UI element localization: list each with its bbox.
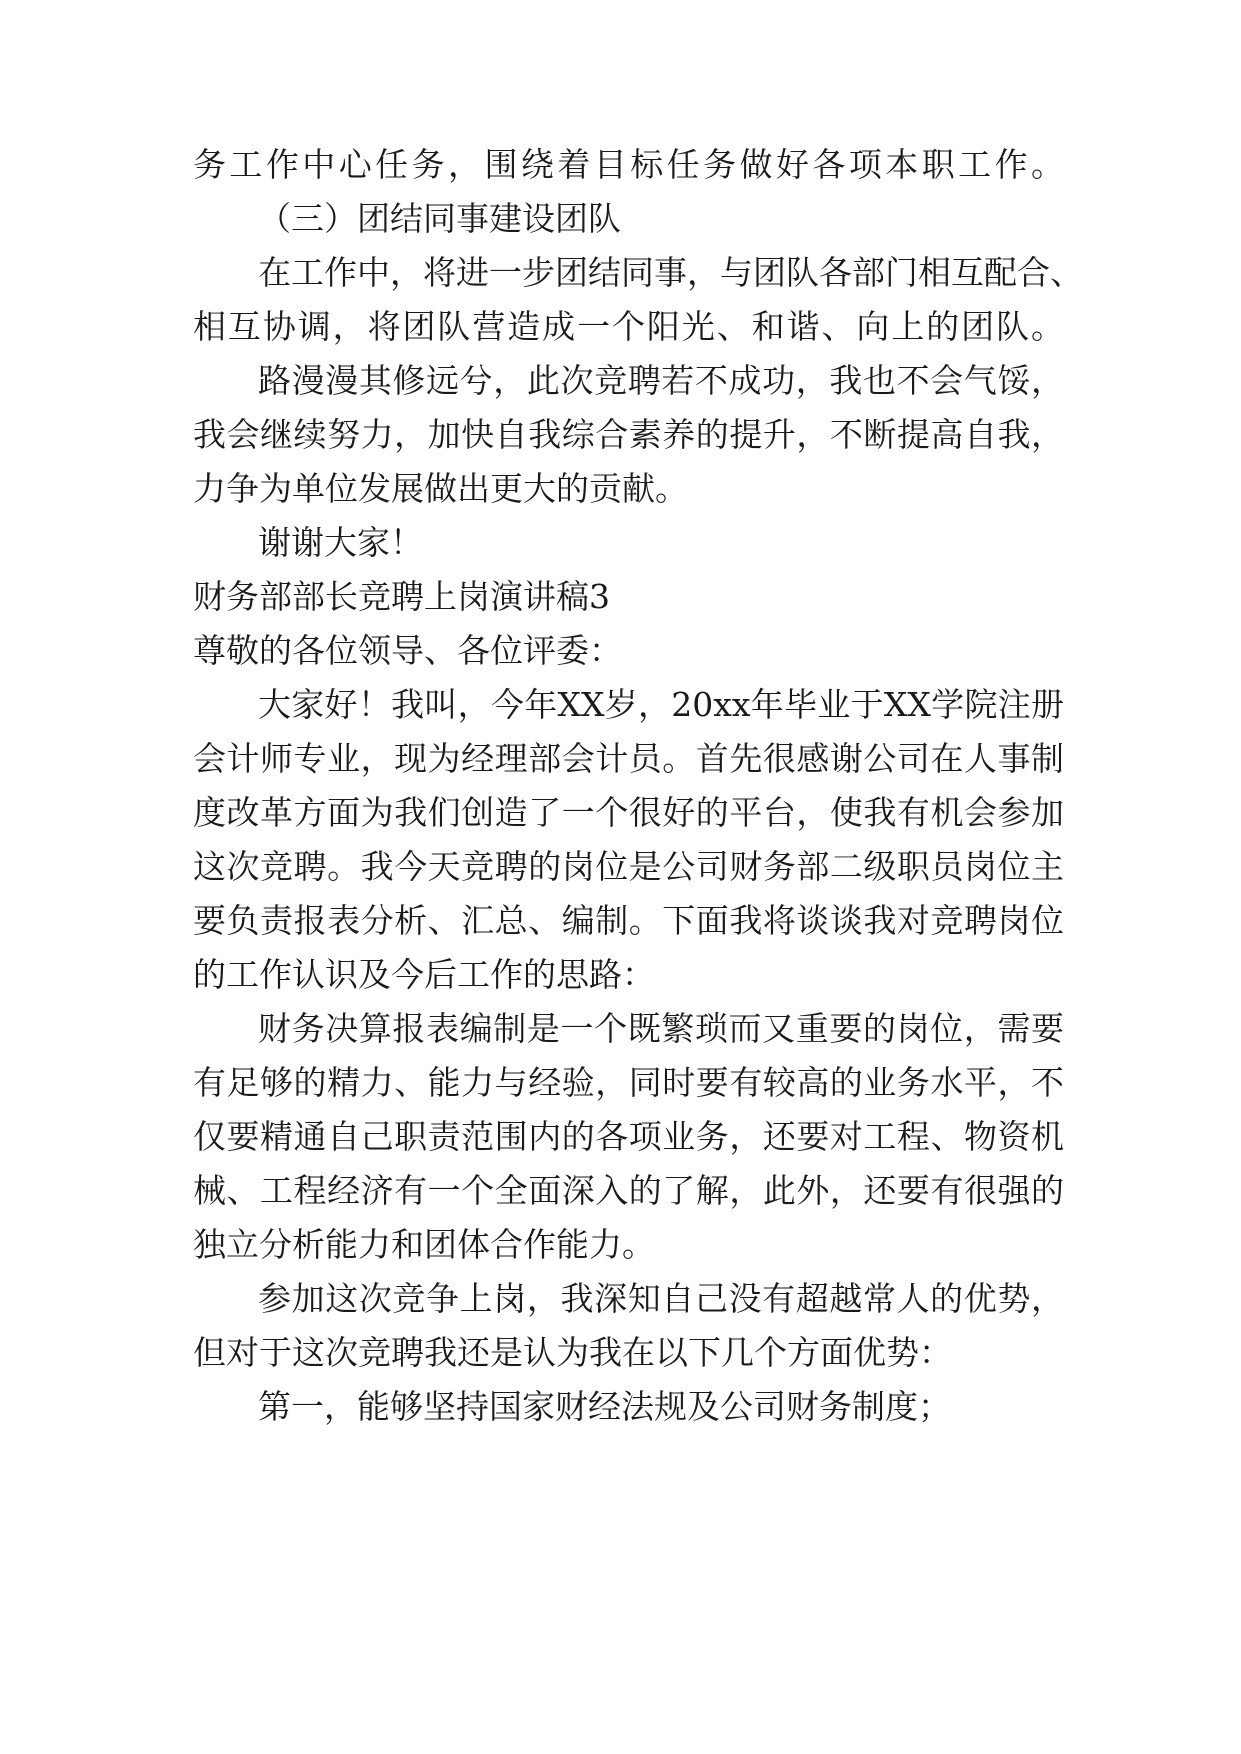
paragraph-line: 独立分析能力和团体合作能力。 bbox=[193, 1225, 655, 1264]
paragraph-line: 务工作中心任务，围绕着目标任务做好各项本职工作。 bbox=[193, 145, 1064, 184]
section-heading: （三）团结同事建设团队 bbox=[258, 199, 621, 238]
paragraph-line: 这次竞聘。我今天竞聘的岗位是公司财务部二级职员岗位主 bbox=[193, 847, 1064, 886]
paragraph-line: 大家好！我叫，今年XX岁，20xx年毕业于XX学院注册 bbox=[258, 685, 1064, 724]
paragraph-line: 仅要精通自己职责范围内的各项业务，还要对工程、物资机 bbox=[193, 1117, 1064, 1156]
document-title: 财务部部长竞聘上岗演讲稿3 bbox=[193, 577, 610, 616]
paragraph-line: 的工作认识及今后工作的思路： bbox=[193, 955, 655, 994]
paragraph-line: 在工作中，将进一步团结同事，与团队各部门相互配合、 bbox=[258, 253, 1083, 292]
paragraph-line: 我会继续努力，加快自我综合素养的提升，不断提高自我， bbox=[193, 415, 1064, 454]
paragraph-line: 有足够的精力、能力与经验，同时要有较高的业务水平，不 bbox=[193, 1063, 1064, 1102]
paragraph-line: 参加这次竞争上岗，我深知自己没有超越常人的优势， bbox=[258, 1279, 1064, 1318]
paragraph-line: 度改革方面为我们创造了一个很好的平台，使我有机会参加 bbox=[193, 793, 1064, 832]
paragraph-line: 路漫漫其修远兮，此次竞聘若不成功，我也不会气馁， bbox=[258, 361, 1064, 400]
paragraph-line: 相互协调，将团队营造成一个阳光、和谐、向上的团队。 bbox=[193, 307, 1064, 346]
paragraph-line: 但对于这次竞聘我还是认为我在以下几个方面优势： bbox=[193, 1333, 952, 1372]
paragraph-line: 财务决算报表编制是一个既繁琐而又重要的岗位，需要 bbox=[258, 1009, 1064, 1048]
closing-line: 谢谢大家！ bbox=[258, 523, 423, 562]
paragraph-line: 力争为单位发展做出更大的贡献。 bbox=[193, 469, 688, 508]
paragraph-line: 会计师专业，现为经理部会计员。首先很感谢公司在人事制 bbox=[193, 739, 1064, 778]
paragraph-line: 第一，能够坚持国家财经法规及公司财务制度； bbox=[258, 1387, 951, 1426]
salutation: 尊敬的各位领导、各位评委： bbox=[193, 631, 622, 670]
paragraph-line: 要负责报表分析、汇总、编制。下面我将谈谈我对竞聘岗位 bbox=[193, 901, 1064, 940]
paragraph-line: 械、工程经济有一个全面深入的了解，此外，还要有很强的 bbox=[193, 1171, 1064, 1210]
